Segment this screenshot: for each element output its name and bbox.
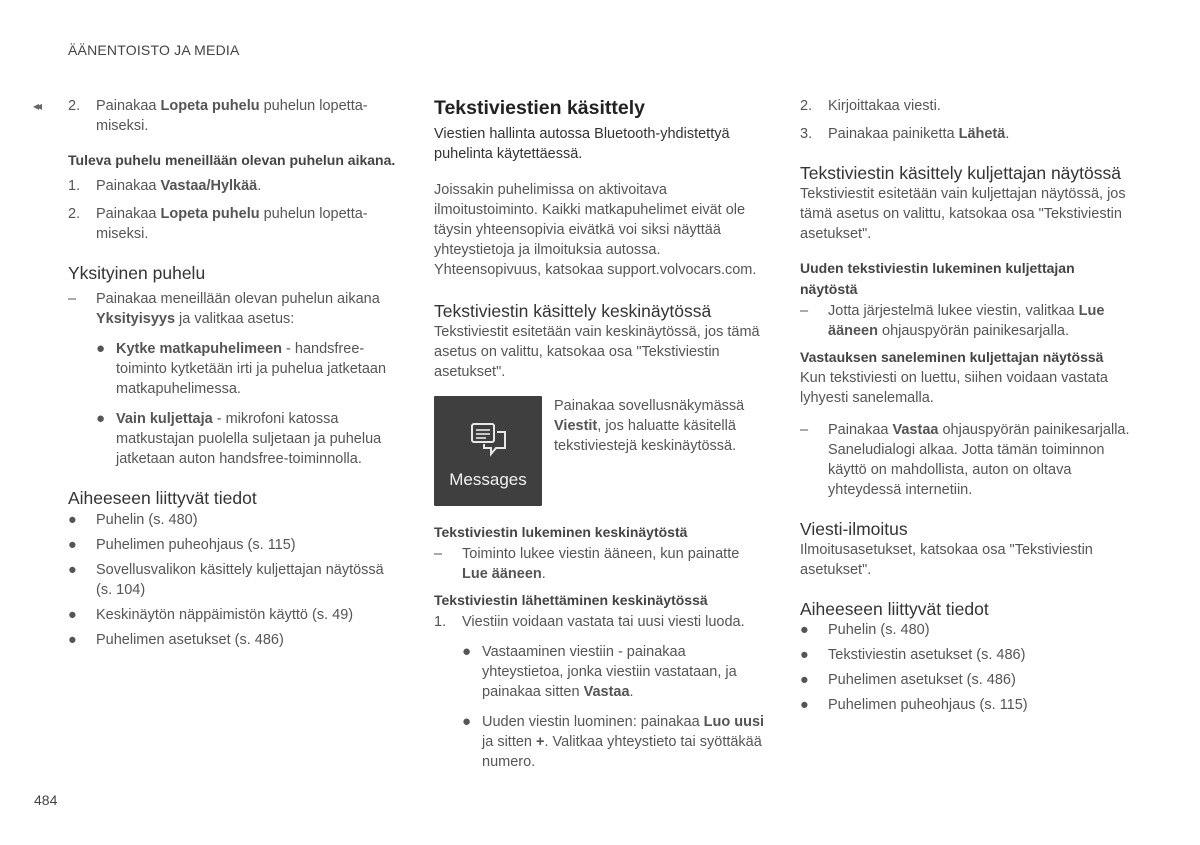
list-item[interactable] xyxy=(68,630,403,650)
related-link[interactable]: Puhelimen puheohjaus (s. 115) xyxy=(96,537,296,553)
list-item: 1. Viestiin voidaan vastata tai uusi viesti luoda. xyxy=(434,614,745,630)
column-1 xyxy=(68,96,403,650)
body-text: Ilmoitusasetukset, katsokaa osa "Tekstiviestin asetukset". xyxy=(800,542,1093,578)
body-text: Tekstiviestit esitetään vain kuljettajan näytössä, jos tämä asetus on valittu, katsokaa osa "Tekstiviestin asetukset". xyxy=(800,186,1126,242)
related-link[interactable]: Puhelin (s. 480) xyxy=(828,622,930,638)
subheading: Tekstiviestin lähettäminen keskinäytössä xyxy=(434,592,708,608)
list-item[interactable] xyxy=(800,670,1130,690)
list-item[interactable] xyxy=(68,560,403,600)
messages-app-tile[interactable] xyxy=(434,396,542,506)
related-list xyxy=(68,510,403,650)
list-item[interactable] xyxy=(68,510,403,530)
list-item: 2. Painakaa Lopeta puhelu puhelun lopetta-miseksi. xyxy=(68,98,368,134)
bullet-icon: ● xyxy=(68,632,77,648)
bullet-icon: ● xyxy=(462,713,472,730)
app-illustration xyxy=(434,396,769,506)
related-link[interactable]: Tekstiviestin asetukset (s. 486) xyxy=(828,647,1026,663)
body-text: Kun tekstiviesti on luettu, siihen voidaan vastata lyhyesti sanelemalla. xyxy=(800,370,1108,406)
back-arrows-icon[interactable]: ◂◂ xyxy=(33,99,40,113)
intro-text: Joissakin puhelimissa on aktivoitava ilmoitustoiminto. Kaikki matkapuhelimet eivät ole täysin yhteensopivia eivätkä voi siksi näyttää yhteystietoja ja ilmoituksia autossa. Yhteensopivuus, katsokaa support.volvocars.com. xyxy=(434,182,757,278)
section-heading: Viesti-ilmoitus xyxy=(800,519,908,539)
list-item: 2. Kirjoittakaa viesti. xyxy=(800,98,941,114)
subheading: Tuleva puhelu meneillään olevan puhelun aikana. xyxy=(68,152,396,168)
related-link[interactable]: Puhelimen puheohjaus (s. 115) xyxy=(828,697,1028,713)
related-link[interactable]: Puhelin (s. 480) xyxy=(96,512,198,528)
subheading: Tekstiviestin lukeminen keskinäytöstä xyxy=(434,524,688,540)
related-link[interactable]: Sovellusvalikon käsittely kuljettajan näytössä (s. 104) xyxy=(96,562,384,598)
section-heading: Yksityinen puhelu xyxy=(68,263,206,283)
subheading: Vastauksen saneleminen kuljettajan näytössä xyxy=(800,349,1104,365)
list-item[interactable] xyxy=(800,695,1130,715)
list-item: 3. Painakaa painiketta Lähetä. xyxy=(800,126,1010,142)
body-text: Painakaa sovellusnäkymässä Viestit, jos haluatte käsitellä tekstiviestejä keskinäytössä. xyxy=(554,398,745,454)
list-item[interactable] xyxy=(800,645,1130,665)
column-3 xyxy=(800,96,1130,715)
messages-label: Messages xyxy=(449,470,527,489)
list-item[interactable] xyxy=(68,535,403,555)
section-heading: Aiheeseen liittyvät tiedot xyxy=(800,599,989,619)
list-item: ● Vain kuljettaja - mikrofoni katossa matkustajan puolella suljetaan ja puhelua jatketaan auton handsfree-toiminnolla. xyxy=(96,410,382,467)
bullet-icon: ● xyxy=(68,537,77,553)
list-item: – Jotta järjestelmä lukee viestin, valitkaa Lue ääneen ohjauspyörän painikesarjalla. xyxy=(800,303,1105,339)
page-title: Tekstiviestien käsittely xyxy=(434,97,645,119)
messages-icon xyxy=(470,422,508,458)
bullet-icon: ● xyxy=(800,672,809,688)
bullet-icon: ● xyxy=(68,562,77,578)
bullet-icon: ● xyxy=(68,607,77,623)
list-item: ● Vastaaminen viestiin - painakaa yhteystietoa, jonka viestiin vastataan, ja painakaa sitten Vastaa. xyxy=(462,643,737,700)
bullet-icon: ● xyxy=(800,647,809,663)
list-item: – Painakaa meneillään olevan puhelun aikana Yksityisyys ja valitkaa asetus: xyxy=(68,291,380,327)
list-item: 2. Painakaa Lopeta puhelu puhelun lopetta-miseksi. xyxy=(68,206,368,242)
subheading: Uuden tekstiviestin lukeminen kuljettajan näytöstä xyxy=(800,260,1075,297)
list-item: ● Uuden viestin luominen: painakaa Luo uusi ja sitten +. Valitkaa yhteystieto tai syöttäkää numero. xyxy=(462,713,765,770)
bullet-icon: ● xyxy=(800,697,809,713)
list-item: – Toiminto lukee viestin ääneen, kun painatte Lue ääneen. xyxy=(434,546,740,582)
section-heading: Aiheeseen liittyvät tiedot xyxy=(68,488,257,508)
related-link[interactable]: Puhelimen asetukset (s. 486) xyxy=(96,632,284,648)
list-item: ● Kytke matkapuhelimeen - handsfree-toiminto kytketään irti ja puhelua jatketaan matkapuhelimessa. xyxy=(96,340,387,397)
list-item[interactable] xyxy=(68,605,403,625)
bullet-icon: ● xyxy=(96,410,106,427)
related-link[interactable]: Keskinäytön näppäimistön käyttö (s. 49) xyxy=(96,607,354,623)
lead-text: Viestien hallinta autossa Bluetooth-yhdistettyä puhelinta käytettäessä. xyxy=(434,126,730,162)
section-heading: Tekstiviestin käsittely kuljettajan näytössä xyxy=(800,163,1121,183)
page-number: 484 xyxy=(34,792,58,808)
page-header: ÄÄNENTOISTO JA MEDIA xyxy=(68,42,240,58)
body-text: Tekstiviestit esitetään vain keskinäytössä, jos tämä asetus on valittu, katsokaa osa "Tekstiviestin asetukset". xyxy=(434,324,760,380)
bullet-icon: ● xyxy=(462,643,472,660)
column-2 xyxy=(434,96,769,772)
related-link[interactable]: Puhelimen asetukset (s. 486) xyxy=(828,672,1016,688)
list-item: 1. Painakaa Vastaa/Hylkää. xyxy=(68,178,262,194)
list-item[interactable] xyxy=(800,620,1130,640)
list-item: – Painakaa Vastaa ohjauspyörän painikesarjalla. Saneludialogi alkaa. Jotta tämän toiminnon käyttö on mahdollista, auton on oltava yhteydessä internetiin. xyxy=(800,422,1130,498)
bullet-icon: ● xyxy=(68,512,77,528)
bullet-icon: ● xyxy=(800,622,809,638)
bullet-icon: ● xyxy=(96,340,106,357)
related-list xyxy=(800,620,1130,715)
section-heading: Tekstiviestin käsittely keskinäytössä xyxy=(434,301,712,321)
